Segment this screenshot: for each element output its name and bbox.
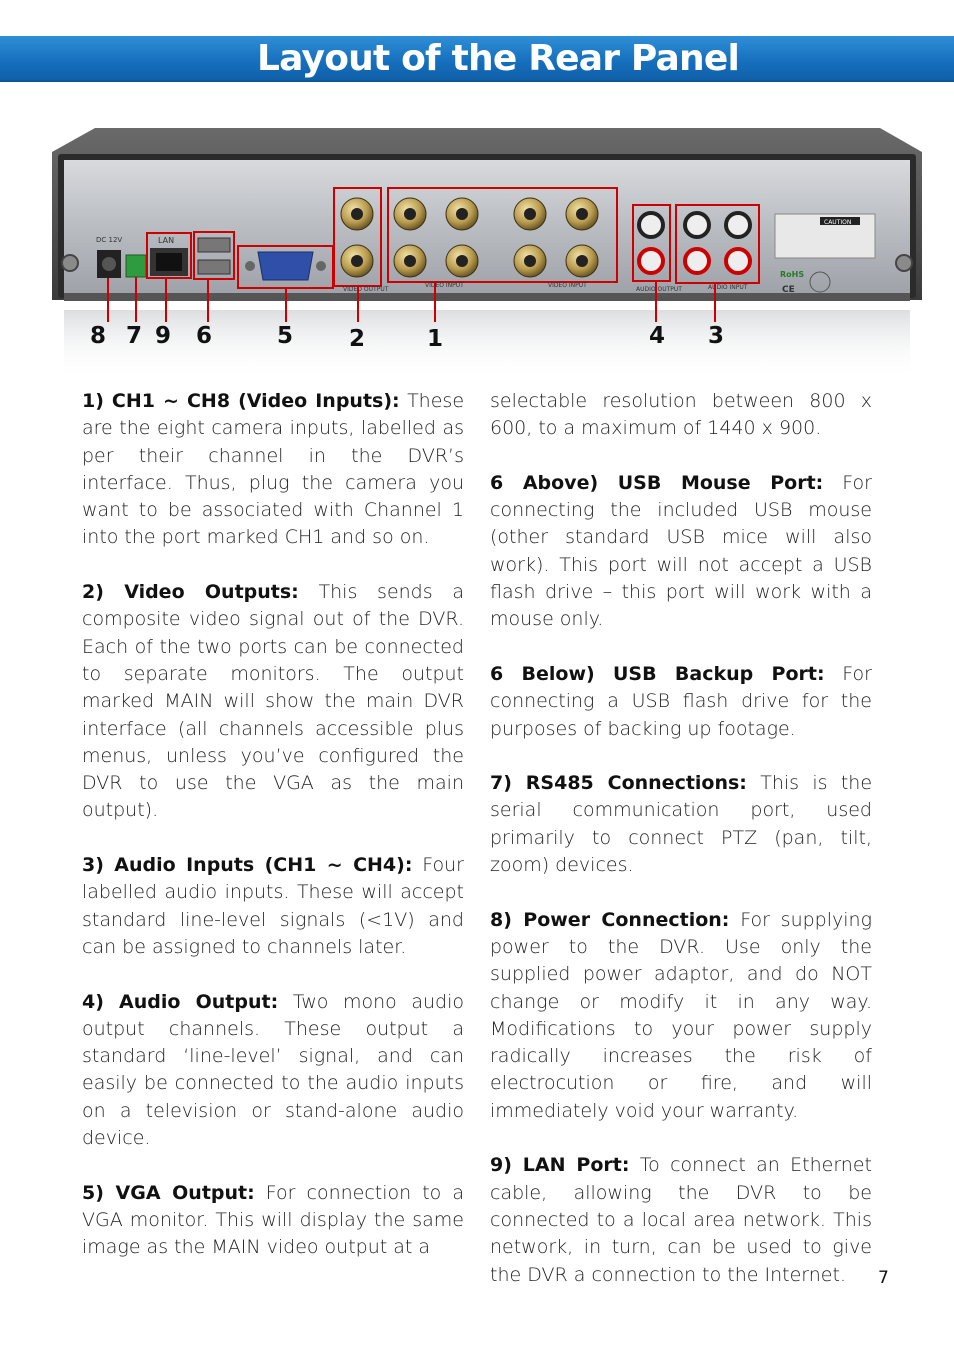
label-7: 7 bbox=[126, 323, 143, 349]
label-3: 3 bbox=[708, 323, 725, 349]
section-usb-mouse: 6 Above) USB Mouse Port: For connecting the included USB mouse (other standard USB mice will also work). This port will not accept a USB flash drive – this port will work with a mouse only. bbox=[490, 471, 872, 631]
label-8: 8 bbox=[90, 323, 107, 349]
audio-output-rca bbox=[639, 249, 663, 273]
audio-output-rca bbox=[639, 213, 663, 237]
usb-backup-port bbox=[198, 260, 230, 274]
caution-label: CAUTION bbox=[824, 219, 852, 226]
title-bar bbox=[0, 36, 954, 82]
video-output-label: VIDEO OUTPUT bbox=[343, 286, 389, 293]
label-1: 1 bbox=[427, 326, 444, 352]
video-input-label: VIDEO INPUT bbox=[548, 282, 587, 289]
audio-input-rca bbox=[726, 249, 750, 273]
label-6: 6 bbox=[196, 323, 213, 349]
section-vga-output: 5) VGA Output: For connection to a VGA monitor. This will display the same image as the MAIN video output at a bbox=[82, 1181, 464, 1259]
right-column bbox=[490, 388, 872, 1316]
video-input-label: VIDEO INPUT bbox=[425, 282, 464, 289]
dc-label: DC 12V bbox=[96, 236, 123, 244]
audio-input-rca bbox=[685, 249, 709, 273]
rohs-mark: RoHS bbox=[780, 270, 805, 279]
page-title: Layout of the Rear Panel bbox=[257, 38, 740, 79]
section-audio-inputs: 3) Audio Inputs (CH1 ~ CH4): Four labelled audio inputs. These will accept standard line-level signals (<1V) and can be assigned to channels later. bbox=[82, 854, 464, 958]
label-9: 9 bbox=[155, 323, 172, 349]
section-lan: 9) LAN Port: To connect an Ethernet cable, allowing the DVR to be connected to a local area network. This network, in turn, can be used to give the DVR a connection to the Internet. bbox=[490, 1154, 872, 1286]
usb-mouse-port bbox=[198, 238, 230, 252]
label-2: 2 bbox=[349, 326, 366, 352]
section-rs485: 7) RS485 Connections: This is the serial communication port, used primarily to connect PTZ (pan, tilt, zoom) devices. bbox=[490, 772, 873, 877]
rear-panel-illustration bbox=[40, 110, 930, 380]
screw-icon bbox=[896, 255, 912, 271]
audio-input-rca bbox=[726, 213, 750, 237]
section-vga-continued: selectable resolution between 800 x 600, to a maximum of 1440 x 900. bbox=[490, 390, 872, 440]
lan-label: LAN bbox=[158, 236, 175, 245]
screw-icon bbox=[62, 255, 78, 271]
audio-input-label: AUDIO INPUT bbox=[708, 284, 748, 291]
ce-mark: CE bbox=[782, 285, 795, 295]
section-video-inputs: 1) CH1 ~ CH8 (Video Inputs): These are the eight camera inputs, labelled as per their channel in the DVR’s interface. Thus, plug the camera you want to be associated with Channel 1 into the port marked CH1 and so on. bbox=[82, 390, 465, 549]
section-video-outputs: 2) Video Outputs: This sends a composite video signal out of the DVR. Each of the two ports can be connected to separate monitors. The output marked MAIN will show the main DVR interface (all channels accessible plus menus, unless you’ve configured the DVR to use the VGA as the main output). bbox=[82, 581, 464, 822]
audio-input-rca bbox=[685, 213, 709, 237]
label-5: 5 bbox=[277, 323, 294, 349]
page-number: 7 bbox=[878, 1268, 889, 1288]
section-audio-output: 4) Audio Output: Two mono audio output channels. These output a standard ‘line-level’ signal, and can easily be connected to the audio inputs on a television or stand-alone audio device. bbox=[82, 990, 464, 1150]
section-power: 8) Power Connection: For supplying power to the DVR. Use only the supplied power adaptor, and do NOT change or modify it in any way. Modifications to your power supply radically increases the risk of electrocution or fire, and will immediately void your warranty. bbox=[490, 908, 872, 1122]
vga-port bbox=[258, 252, 313, 280]
section-usb-backup: 6 Below) USB Backup Port: For connecting a USB flash drive for the purposes of backing up footage. bbox=[490, 662, 872, 740]
left-column bbox=[82, 388, 464, 1289]
rs485-terminal bbox=[126, 255, 146, 277]
panel-reflection bbox=[64, 310, 910, 380]
rear-panel-figure bbox=[40, 110, 930, 380]
audio-output-label: AUDIO OUTPUT bbox=[636, 286, 682, 293]
label-4: 4 bbox=[649, 323, 666, 349]
